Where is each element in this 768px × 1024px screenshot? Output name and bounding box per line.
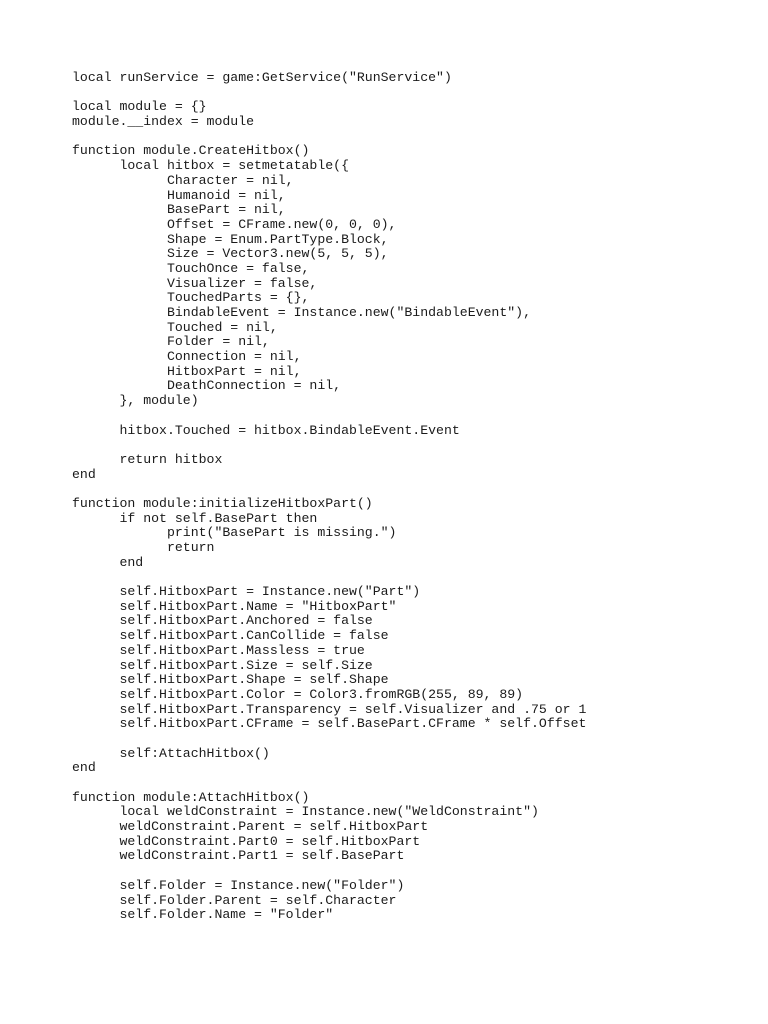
code-line: self:AttachHitbox() [72,745,270,761]
code-line: BasePart = nil, [72,202,286,218]
code-line: TouchedParts = {}, [72,290,310,306]
code-line [72,409,586,424]
code-line: self.HitboxPart = Instance.new("Part") [72,584,421,600]
code-line: module.__index = module [72,114,255,130]
code-line: local hitbox = setmetatable({ [72,158,349,174]
code-line [72,732,586,747]
code-line [72,86,586,101]
code-line [72,438,586,453]
code-line: end [72,760,96,776]
code-line: self.Folder.Parent = self.Character [72,892,397,908]
code-line: function module:initializeHitboxPart() [72,495,373,511]
code-line: Visualizer = false, [72,275,318,291]
code-line: weldConstraint.Part0 = self.HitboxPart [72,833,421,849]
code-line: return [72,540,215,555]
code-line [72,570,586,585]
code-line: Humanoid = nil, [72,187,286,203]
code-line: TouchOnce = false, [72,260,310,276]
code-line: Character = nil, [72,172,294,188]
code-line: local weldConstraint = Instance.new("WeldConstraint") [72,804,539,820]
code-line: HitboxPart = nil, [72,363,302,379]
code-line: Touched = nil, [72,319,278,335]
code-line: local module = {} [72,99,207,115]
code-line: weldConstraint.Part1 = self.BasePart [72,848,405,864]
code-line [72,130,586,145]
code-line: self.HitboxPart.Name = "HitboxPart" [72,598,397,614]
code-line: self.HitboxPart.Size = self.Size [72,657,373,673]
code-line: local runService = game:GetService("RunService") [72,70,452,85]
code-line: function module:AttachHitbox() [72,789,310,805]
code-line [72,482,586,497]
code-line: if not self.BasePart then [72,510,318,526]
code-line: end [72,466,96,482]
code-line: self.HitboxPart.Massless = true [72,642,365,658]
code-line: Connection = nil, [72,349,302,365]
code-line: Size = Vector3.new(5, 5, 5), [72,246,389,262]
code-line: self.HitboxPart.CFrame = self.BasePart.CFrame * self.Offset [72,716,587,732]
code-line [72,776,586,791]
code-line: function module.CreateHitbox() [72,143,310,159]
code-line: end [72,554,144,570]
code-line: self.Folder = Instance.new("Folder") [72,877,405,893]
code-line: self.HitboxPart.CanCollide = false [72,628,389,644]
code-line: print("BasePart is missing.") [72,525,397,541]
code-line: Folder = nil, [72,334,270,350]
code-line: hitbox.Touched = hitbox.BindableEvent.Event [72,422,460,438]
code-line [72,864,586,879]
code-line: self.HitboxPart.Shape = self.Shape [72,672,389,688]
code-block [72,71,586,923]
code-line: Shape = Enum.PartType.Block, [72,231,389,247]
code-line: return hitbox [72,451,223,467]
code-line: weldConstraint.Parent = self.HitboxPart [72,819,429,835]
code-line: self.Folder.Name = "Folder" [72,907,334,923]
code-line: self.HitboxPart.Anchored = false [72,613,373,629]
code-line: BindableEvent = Instance.new("BindableEvent"), [72,305,531,320]
code-line: Offset = CFrame.new(0, 0, 0), [72,216,397,232]
code-line: DeathConnection = nil, [72,378,342,394]
code-line: self.HitboxPart.Color = Color3.fromRGB(255, 89, 89) [72,686,524,702]
code-line: self.HitboxPart.Transparency = self.Visualizer and .75 or 1 [72,701,587,717]
code-line: }, module) [72,393,199,409]
